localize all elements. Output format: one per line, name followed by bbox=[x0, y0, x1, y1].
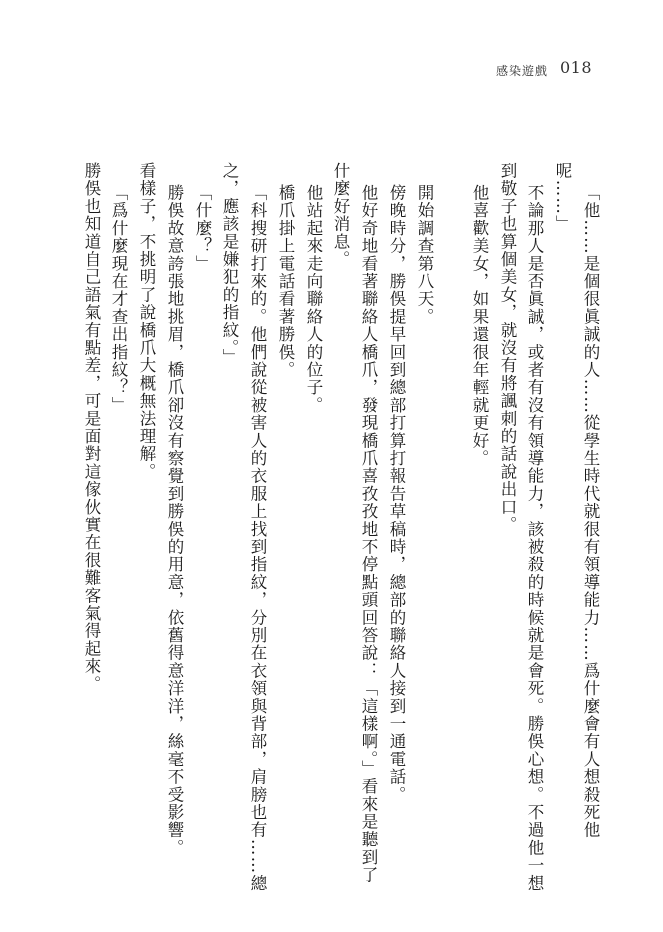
text-column-15: 勝俁故意誇張地挑眉，橋爪卻沒有察覺到勝俁的用意，依舊得意洋洋，絲毫不受影響。 bbox=[165, 184, 184, 857]
text-column-13: 之，應該是嫌犯的指紋。」 bbox=[220, 162, 239, 367]
text-column-5: 他喜歡美女，如果還很年輕就更好。 bbox=[470, 184, 489, 468]
text-column-1: 「他……是個很眞誠的人……從學生時代就很有領導能力……爲什麼會有人想殺死他 bbox=[581, 184, 600, 839]
text-column-7: 傍晚時分，勝俁提早回到總部打算打報告草稿時，總部的聯絡人接到一通電話。 bbox=[387, 184, 406, 804]
text-column-12: 「科搜研打來的。他們說從被害人的衣服上找到指紋，分別在衣領與背部，肩膀也有……總 bbox=[248, 184, 267, 892]
text-column-16: 看樣子，不挑明了說橋爪大概無法理解。 bbox=[137, 162, 156, 481]
text-column-14: 「什麼？」 bbox=[193, 184, 212, 273]
book-title: 感染遊戲 bbox=[496, 64, 549, 78]
text-column-2: 呢……」 bbox=[553, 162, 572, 233]
text-column-4: 到敬子也算個美女，就沒有將諷刺的話說出口。 bbox=[498, 162, 517, 534]
text-column-3: 不論那人是否眞誠，或者有沒有領導能力，該被殺的時候就是會死。勝俁心想。不過他一想 bbox=[525, 184, 544, 892]
text-column-10: 他站起來走向聯絡人的位子。 bbox=[304, 184, 323, 415]
text-column-18: 勝俁也知道自己語氣有點差，可是面對這傢伙實在很難客氣得起來。 bbox=[82, 162, 101, 693]
text-column-6: 開始調查第八天。 bbox=[415, 184, 434, 326]
text-column-8: 他好奇地看著聯絡人橋爪，發現橋爪喜孜孜地不停點頭回答說：「這樣啊。」看來是聽到了 bbox=[359, 184, 378, 884]
text-column-17: 「爲什麼現在才查出指紋？」 bbox=[109, 184, 128, 415]
text-column-11: 橋爪掛上電話看著勝俁。 bbox=[276, 184, 295, 379]
text-column-9: 什麼好消息。 bbox=[331, 162, 350, 269]
page-number: 018 bbox=[560, 58, 593, 77]
